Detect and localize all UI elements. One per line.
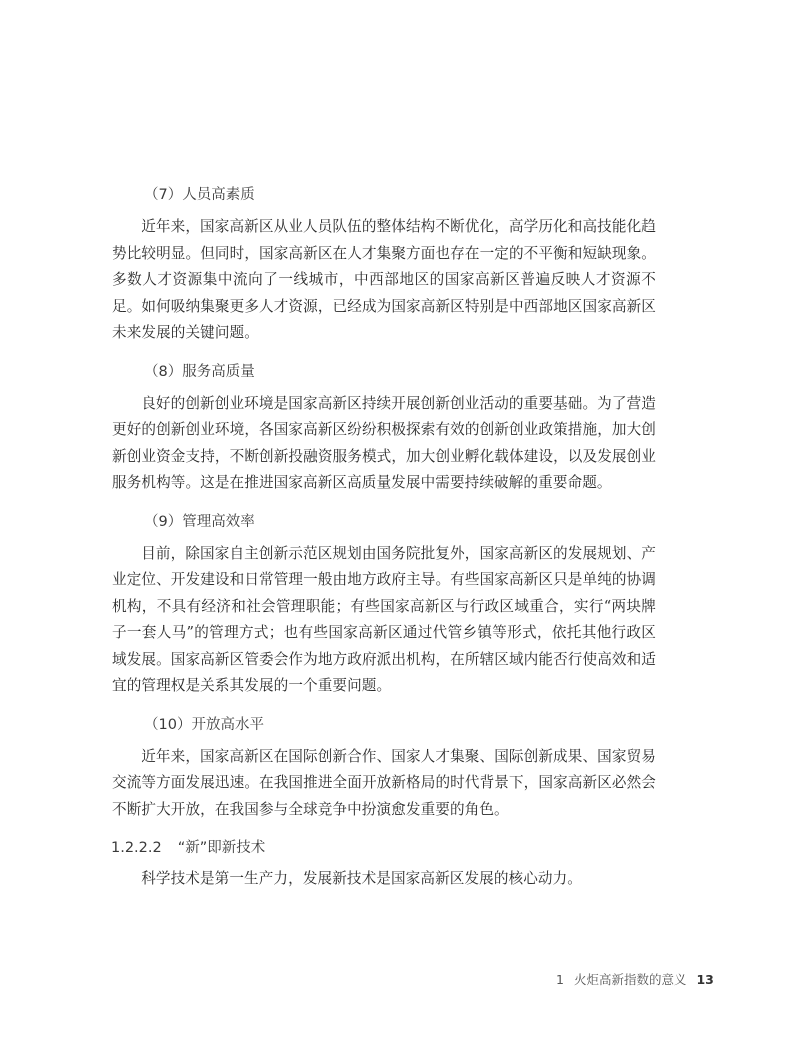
section-paragraph: 近年来，国家高新区从业人员队伍的整体结构不断优化，高学历化和高技能化趋势比较明显。但同时，国家高新区在人才集聚方面也存在一定的不平衡和短缺现象。多数人才资源集中流向了一线城市，中西部地区的国家高新区普遍反映人才资源不足。如何吸纳集聚更多人才资源，已经成为国家高新区特别是中西部地区国家高新区未来发展的关键问题。	[112, 218, 656, 341]
section-paragraph: 近年来，国家高新区在国际创新合作、国家人才集聚、国际创新成果、国家贸易交流等方面发展迅速。在我国推进全面开放新格局的时代背景下，国家高新区必然会不断扩大开放，在我国参与全球竞争中扮演愈发重要的角色。	[112, 747, 656, 818]
section-openness	[112, 713, 656, 824]
page-footer	[556, 970, 714, 988]
subsection-number: 1.2.2.2	[111, 840, 162, 856]
section-service	[112, 360, 656, 497]
subsection-title: “新”即新技术	[177, 840, 266, 856]
section-paragraph: 良好的创新创业环境是国家高新区持续开展创新创业活动的重要基础。为了营造更好的创新创业环境，各国家高新区纷纷积极探索有效的创新创业政策措施，加大创新创业资金支持，不断创新投融资服务模式，加大创业孵化载体建设，以及发展创业服务机构等。这是在推进国家高新区高质量发展中需要持续破解的重要命题。	[112, 394, 656, 491]
footer-chapter-number: 1	[556, 972, 564, 987]
page-body	[112, 183, 656, 906]
subsection-new-technology	[112, 836, 656, 893]
section-paragraph: 目前，除国家自主创新示范区规划由国务院批复外，国家高新区的发展规划、产业定位、开发建设和日常管理一般由地方政府主导。有些国家高新区只是单纯的协调机构，不具有经济和社会管理职能；有些国家高新区与行政区域重合，实行“两块牌子一套人马”的管理方式；也有些国家高新区通过代管乡镇等形式，依托其他行政区域发展。国家高新区管委会作为地方政府派出机构，在所辖区域内能否行使高效和适宜的管理权是关系其发展的一个重要问题。	[112, 544, 656, 694]
section-heading: （9）管理高效率	[144, 513, 255, 530]
section-heading: （10）开放高水平	[144, 716, 264, 733]
section-heading: （7）人员高素质	[144, 187, 255, 203]
section-management	[112, 510, 656, 700]
section-heading: （8）服务高质量	[144, 363, 255, 380]
section-personnel	[112, 183, 656, 347]
subsection-heading	[111, 836, 656, 860]
subsection-paragraph: 科学技术是第一生产力，发展新技术是国家高新区发展的核心动力。	[141, 870, 583, 887]
footer-chapter-title: 火炬高新指数的意义	[573, 972, 687, 987]
page-number: 13	[696, 972, 714, 987]
